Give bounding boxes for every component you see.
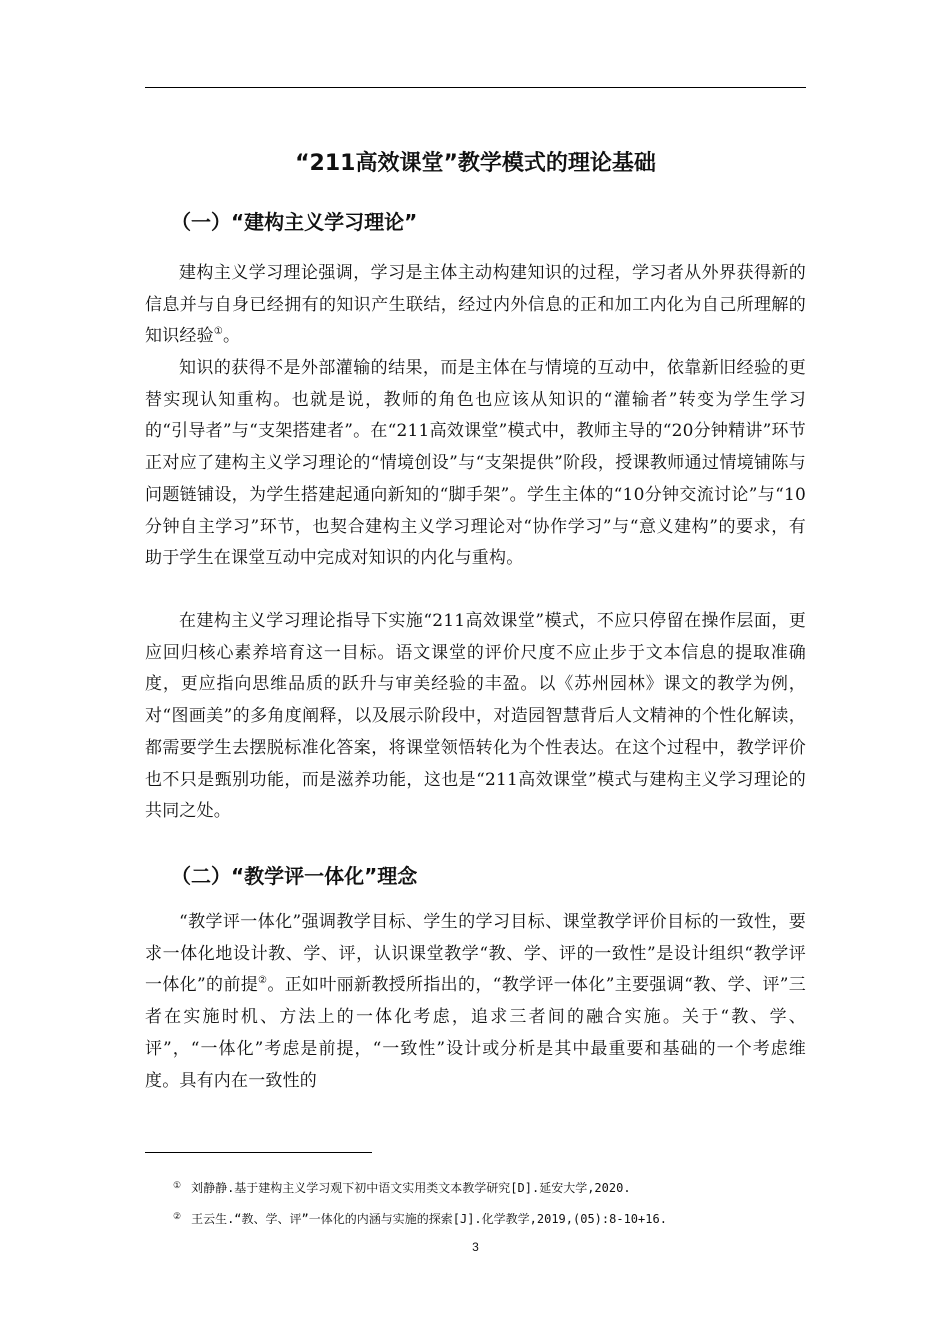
page-title: “211高效课堂”教学模式的理论基础 — [295, 151, 656, 176]
footnote-2 — [173, 1208, 813, 1228]
footnote-1 — [173, 1177, 813, 1197]
footnote-text: 刘静静.基于建构主义学习观下初中语文实用类文本教学研究[D].延安大学,2020. — [191, 1181, 631, 1195]
paragraph: 知识的获得不是外部灌输的结果，而是主体在与情境的互动中，依靠新旧经验的更替实现认知重构。也就是说，教师的角色也应该从知识的“灌输者”转变为学生学习的“引导者”与“支架搭建者”。在“211高效课堂”模式中，教师主导的“20分钟精讲”环节正对应了建构主义学习理论的“情境创设”与“支架提供”阶段，授课教师通过情境铺陈与问题链铺设，为学生搭建起通向新知的“脚手架”。学生主体的“10分钟交流讨论”与“10分钟自主学习”环节，也契合建构主义学习理论对“协作学习”与“意义建构”的要求，有助于学生在课堂互动中完成对知识的内化与重构。 — [145, 358, 806, 569]
footnote-marker: ② — [173, 1212, 182, 1222]
paragraph: 建构主义学习理论强调，学习是主体主动构建知识的过程，学习者从外界获得新的信息并与自身已经拥有的知识产生联结，经过内外信息的正和加工内化为自己所理解的知识经验①。 — [145, 263, 806, 347]
section-heading-2: （二）“教学评一体化”理念 — [171, 864, 418, 888]
page-number: 3 — [472, 1240, 479, 1254]
paragraph: “教学评一体化”强调教学目标、学生的学习目标、课堂教学评价目标的一致性，要求一体化地设计教、学、评，认识课堂教学“教、学、评的一致性”是设计组织“教学评一体化”的前提②。正如叶丽新教授所指出的，“教学评一体化”主要强调“教、学、评”三者在实施时机、方法上的一体化考虑，追求三者间的融合实施。关于“教、学、评”，“一体化”考虑是前提，“一致性”设计或分析是其中最重要和基础的一个考虑维度。具有内在一致性的 — [145, 912, 806, 1091]
footnote-ref-2: ② — [258, 975, 268, 987]
paragraph: 在建构主义学习理论指导下实施“211高效课堂”模式，不应只停留在操作层面，更应回归核心素养培育这一目标。语文课堂的评价尺度不应止步于文本信息的提取准确度，更应指向思维品质的跃升与审美经验的丰盈。以《苏州园林》课文的教学为例，对“图画美”的多角度阐释，以及展示阶段中，对造园智慧背后人文精神的个性化解读，都需要学生去摆脱标准化答案，将课堂领悟转化为个性表达。在这个过程中，教学评价也不只是甄别功能，而是滋养功能，这也是“211高效课堂”模式与建构主义学习理论的共同之处。 — [145, 611, 806, 822]
footnote-separator — [145, 1152, 372, 1153]
section-heading-1: （一）“建构主义学习理论” — [171, 210, 418, 234]
footnote-marker: ① — [173, 1181, 182, 1191]
footnote-text: 王云生.“教、学、评”一体化的内涵与实施的探索[J].化学教学,2019,(05):8-10+16. — [191, 1212, 667, 1226]
header-rule — [145, 87, 806, 88]
footnote-ref-1: ① — [213, 326, 223, 338]
